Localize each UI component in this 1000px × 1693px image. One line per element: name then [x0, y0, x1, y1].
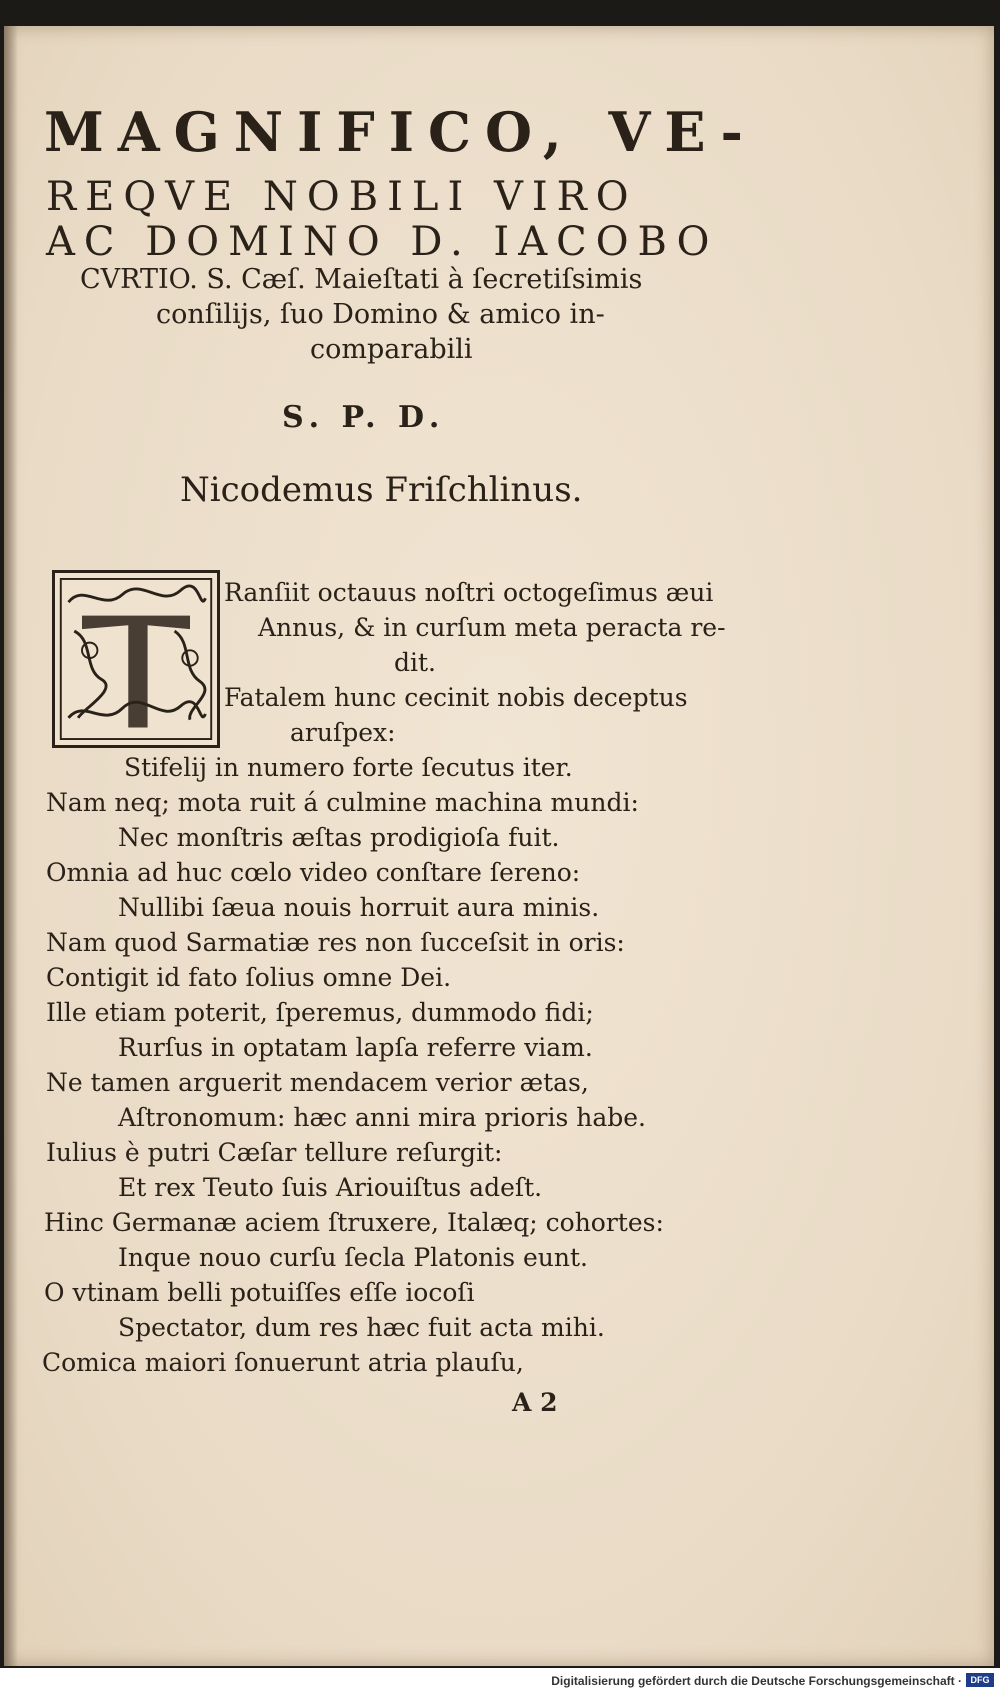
heading-line-3: AC DOMINO D. IACOBO [46, 219, 719, 265]
poem-line-21: O vtinam belli potuiſſes eſſe iocoſi [44, 1278, 475, 1307]
poem-line-10: Nullibi ſæua nouis horruit aura minis. [118, 893, 600, 922]
heading-line-4: CVRTIO. S. Cæſ. Maieſtati à ſecretiſsimis [80, 264, 643, 295]
poem-line-1: Ranſiit octauus noſtri octogeſimus æui [224, 578, 714, 607]
poem-line-6: Stifelij in numero forte ſecutus iter. [124, 753, 573, 782]
poem-line-15: Ne tamen arguerit mendacem verior ætas, [46, 1068, 589, 1097]
poem-line-4: Fatalem hunc cecinit nobis deceptus [224, 683, 688, 712]
heading-line-2: REQVE NOBILI VIRO [46, 174, 638, 220]
poem-line-8: Nec monſtris æſtas prodigioſa fuit. [118, 823, 560, 852]
dfg-logo-icon: DFG [966, 1673, 994, 1687]
poem-line-3: dit. [394, 648, 436, 677]
author-name: Nicodemus Friſchlinus. [180, 470, 583, 510]
poem-line-20: Inque nouo curſu ſecla Platonis eunt. [118, 1243, 589, 1272]
poem-line-22: Spectator, dum res hæc fuit acta mihi. [118, 1313, 605, 1342]
poem-line-17: Iulius è putri Cæſar tellure reſurgit: [46, 1138, 503, 1167]
salutation: S. P. D. [282, 400, 446, 435]
poem-line-11: Nam quod Sarmatiæ res non ſucceſsit in oris: [46, 928, 625, 957]
poem-line-5: aruſpex: [290, 718, 396, 747]
poem-line-12: Contigit id fato ſolius omne Dei. [46, 963, 452, 992]
poem-line-18: Et rex Teuto ſuis Ariouiſtus adeſt. [118, 1173, 543, 1202]
book-page [4, 26, 994, 1666]
signature-mark: A 2 [512, 1388, 558, 1417]
poem-line-13: Ille etiam poterit, ſperemus, dummodo fidi; [46, 998, 594, 1027]
footer-credit: Digitalisierung gefördert durch die Deutsche Forschungsgemeinschaft · [551, 1674, 962, 1688]
heading-line-5: conſilijs, ſuo Domino & amico in- [156, 299, 605, 330]
poem-line-7: Nam neq; mota ruit á culmine machina mundi: [46, 788, 639, 817]
poem-line-23: Comica maiori ſonuerunt atria plauſu, [42, 1348, 524, 1377]
digitization-footer [0, 1668, 1000, 1693]
decorated-initial-ornament [55, 573, 217, 745]
poem-line-19: Hinc Germanæ aciem ſtruxere, Italæq; cohortes: [44, 1208, 664, 1237]
heading-line-6: comparabili [310, 334, 473, 365]
decorated-initial [52, 570, 220, 748]
poem-line-16: Aſtronomum: hæc anni mira prioris habe. [118, 1103, 646, 1132]
poem-line-14: Rurſus in optatam lapſa referre viam. [118, 1033, 593, 1062]
poem-line-2: Annus, & in curſum meta peracta re- [258, 613, 726, 642]
page-edge-shadow [4, 26, 18, 1666]
heading-line-1: MAGNIFICO, VE- [44, 100, 757, 164]
poem-line-9: Omnia ad huc cœlo video conſtare ſereno: [46, 858, 581, 887]
